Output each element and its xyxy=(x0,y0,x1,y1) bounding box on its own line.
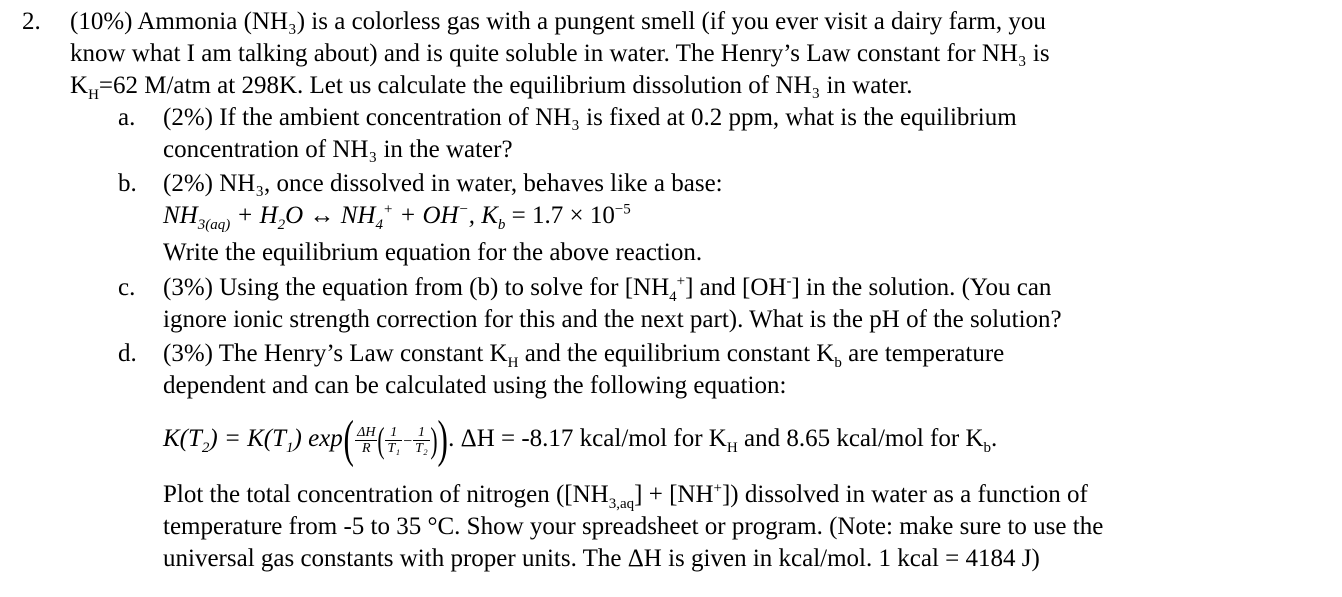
part-c-marker: c. xyxy=(118,274,136,301)
part-b-line-1: (2%) NH₃, once dissolved in water, behaves like a base: xyxy=(163,170,723,197)
part-d-marker: d. xyxy=(118,340,137,367)
part-a-line-2: concentration of NH₃ in the water? xyxy=(163,136,513,163)
part-c-line-1: (3%) Using the equation from (b) to solve for $[NH_4^+]$ and [OH-] in the solution. (You can xyxy=(163,273,1052,305)
part-a-marker: a. xyxy=(118,104,136,131)
part-d-line-6: universal gas constants with proper units. The ΔH is given in kcal/mol. 1 kcal = 4184 J) xyxy=(163,545,1040,572)
part-b-equation: $NH_{3(aq)} + H_2O$ ↔ $NH_4^+ + OH^-$, $K_b = 1.7 \times 10^{-5}$ xyxy=(163,201,631,233)
part-d-line-1: (3%) The Henry’s Law constant $K_H$ and the equilibrium constant $K_b$ are temperature xyxy=(163,340,1005,371)
part-d-line-4: Plot the total concentration of nitrogen $([NH_{3,aq}] + [NH^+])$ dissolved in water as a function of xyxy=(163,480,1088,512)
question-line-2: know what I am talking about) and is quite soluble in water. The Henry’s Law constant for NH₃ is xyxy=(70,40,1050,67)
question-line-1: (10%) Ammonia (NH₃) is a colorless gas with a pungent smell (if you ever visit a dairy farm, you xyxy=(70,8,1046,35)
part-d-equation: $K(T_2) = K(T_1)$ exp( $\frac{\Delta H}{R}$ ( $\frac{1}{\text{T₁}}$ − $\frac{1}{\text{T₂}}$ )). ΔH = -8.17 kcal/mol for $K_H$ and 8.65 kcal/mol for $K_b$. xyxy=(163,411,998,469)
part-c-line-2: ignore ionic strength correction for this and the next part). What is the pH of the solution? xyxy=(163,306,1062,333)
part-d-line-5: temperature from -5 to 35 °C. Show your spreadsheet or program. (Note: make sure to use the xyxy=(163,513,1104,540)
part-b-marker: b. xyxy=(118,170,137,197)
question-number: 2. xyxy=(22,8,41,35)
part-d-line-2: dependent and can be calculated using the following equation: xyxy=(163,372,787,399)
part-a-line-1: (2%) If the ambient concentration of NH₃ is fixed at 0.2 ppm, what is the equilibrium xyxy=(163,104,1017,131)
part-b-line-3: Write the equilibrium equation for the above reaction. xyxy=(163,239,703,266)
question-line-3: $K_H=62$ M/atm at 298K. Let us calculate the equilibrium dissolution of NH₃ in water. xyxy=(70,72,913,103)
